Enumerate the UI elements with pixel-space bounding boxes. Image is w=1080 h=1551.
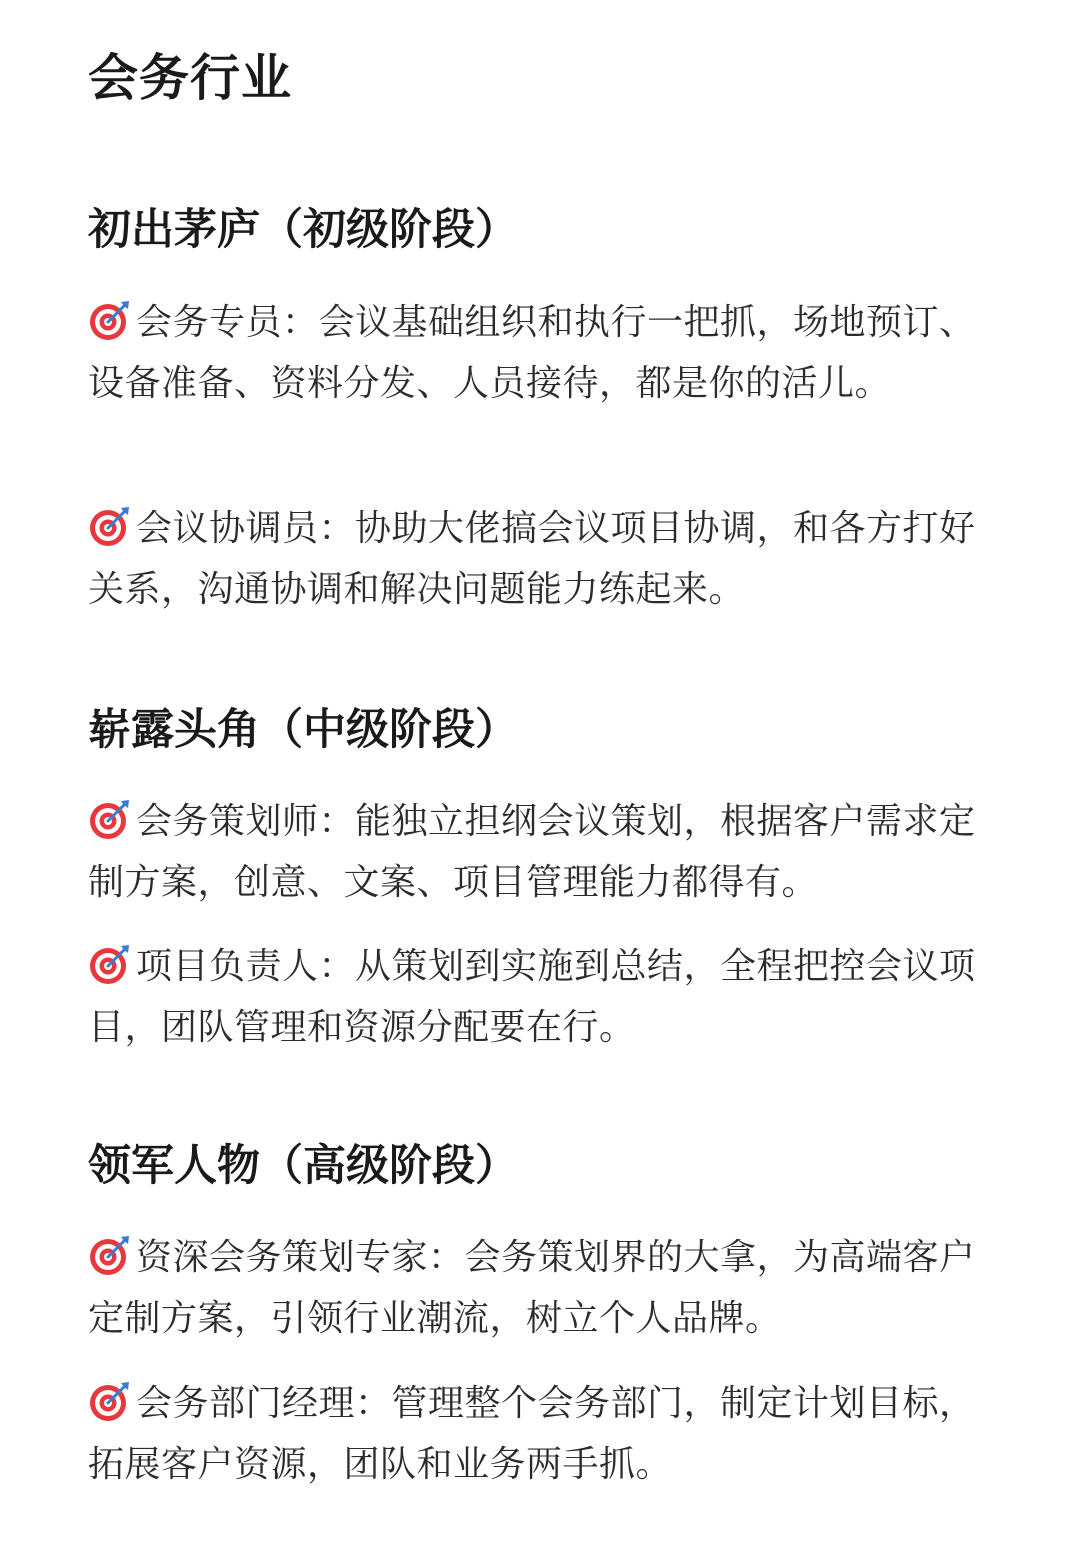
section-heading-intermediate: 崭露头角（中级阶段） <box>88 705 518 755</box>
target-icon <box>88 298 132 342</box>
role-description: 会务策划界的大拿，为高端客户定制方案，引领行业潮流，树立个人品牌。 <box>88 1237 976 1339</box>
entry-meeting-specialist <box>88 292 993 414</box>
role-description: 协助大佬搞会议项目协调，和各方打好关系，沟通协调和解决问题能力练起来。 <box>88 508 976 610</box>
separator: ： <box>318 508 356 549</box>
target-icon <box>88 504 132 548</box>
role-name: 项目负责人 <box>136 946 319 987</box>
role-description: 从策划到实施到总结，全程把控会议项目，团队管理和资源分配要在行。 <box>88 946 976 1048</box>
role-name: 会务策划师 <box>136 801 319 842</box>
entry-meeting-coordinator <box>88 498 993 620</box>
entry-project-lead <box>88 936 993 1058</box>
target-icon <box>88 1233 132 1277</box>
role-name: 会务部门经理 <box>136 1383 356 1424</box>
separator: ： <box>318 801 356 842</box>
role-description: 管理整个会务部门，制定计划目标，拓展客户资源，团队和业务两手抓。 <box>88 1383 976 1485</box>
separator: ： <box>318 946 356 987</box>
entry-department-manager <box>88 1373 993 1495</box>
target-icon <box>88 797 132 841</box>
section-heading-junior: 初出茅庐（初级阶段） <box>88 205 518 255</box>
entry-event-planner <box>88 791 993 913</box>
separator: ： <box>428 1237 465 1278</box>
target-icon <box>88 942 132 986</box>
entry-senior-planning-expert <box>88 1227 993 1349</box>
separator: ： <box>282 302 319 343</box>
role-description: 会议基础组织和执行一把抓，场地预订、设备准备、资料分发、人员接待，都是你的活儿。 <box>88 302 976 404</box>
role-name: 资深会务策划专家 <box>136 1237 429 1278</box>
separator: ： <box>355 1383 392 1424</box>
target-icon <box>88 1379 132 1423</box>
role-description: 能独立担纲会议策划，根据客户需求定制方案，创意、文案、项目管理能力都得有。 <box>88 801 976 903</box>
section-heading-senior: 领军人物（高级阶段） <box>88 1141 518 1191</box>
page-title: 会务行业 <box>88 49 292 107</box>
role-name: 会议协调员 <box>136 508 319 549</box>
role-name: 会务专员 <box>136 302 283 343</box>
